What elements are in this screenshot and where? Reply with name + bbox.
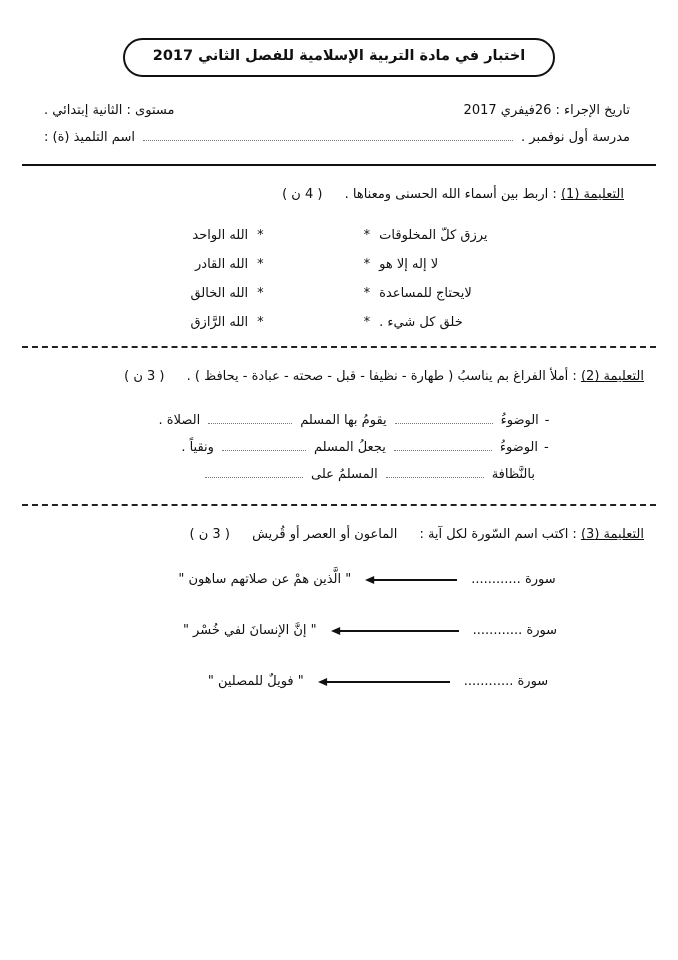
- match-item[interactable]: [364, 257, 488, 272]
- fill-text: الصلاة .: [158, 413, 201, 429]
- section-divider-1: [22, 346, 656, 348]
- exercise-2-points: ( 3 ن ): [124, 369, 165, 385]
- bullet-icon: *: [257, 315, 264, 331]
- exercise-2: [0, 366, 678, 488]
- match-item[interactable]: [190, 228, 263, 243]
- header-divider: [22, 164, 656, 166]
- fill-text: الوضوءُ: [499, 440, 538, 456]
- match-item[interactable]: [190, 257, 263, 272]
- fill-text: الوضوءُ: [500, 413, 539, 429]
- bullet-icon: *: [363, 228, 371, 244]
- bullet-icon: *: [257, 228, 264, 244]
- bullet-icon: *: [257, 286, 264, 302]
- exercise-3-points: ( 3 ن ): [189, 527, 230, 543]
- exercise-1-instruction: [30, 184, 648, 206]
- school-name: مدرسة أول نوفمبر .: [521, 129, 630, 145]
- fill-line: [30, 462, 648, 489]
- verse-text: " فويلٌ للمصلين ": [207, 674, 304, 690]
- match-label: خلق كل شيء .: [379, 315, 463, 331]
- bullet-icon: *: [363, 257, 371, 273]
- matching-area: [30, 228, 648, 330]
- match-label: الله الواحد: [192, 228, 249, 244]
- exercise-3-lead: التعليمة (3): [580, 527, 644, 543]
- student-level: مستوى : الثانية إبتدائي .: [44, 102, 175, 118]
- match-label: الله الخالق: [190, 286, 249, 302]
- arrow-left-icon: [365, 575, 457, 585]
- fill-text: ونقياً .: [181, 440, 214, 456]
- bullet-icon: *: [363, 286, 371, 302]
- match-label: لا إله إلا هو: [379, 257, 439, 273]
- exercise-3-instruction: [30, 524, 648, 546]
- fill-blank-input[interactable]: [205, 476, 303, 478]
- match-item[interactable]: [364, 286, 488, 301]
- section-divider-2: [22, 504, 656, 506]
- header-info: [0, 99, 678, 150]
- header-row-level-date: [44, 99, 630, 124]
- fill-line: [30, 408, 648, 435]
- exam-date: تاريخ الإجراء : 26فيفري 2017: [463, 102, 630, 118]
- header-row-name-school: [44, 126, 630, 151]
- fill-blank-input[interactable]: [386, 476, 484, 478]
- fill-blank-input[interactable]: [222, 449, 306, 451]
- page-title: اختبار في مادة التربية الإسلامية للفصل الثاني 2017: [123, 38, 556, 77]
- verse-text: " الَّذين همْ عن صلاتهم ساهون ": [178, 572, 352, 588]
- match-item[interactable]: [364, 228, 488, 243]
- fill-text: المسلمُ على: [311, 466, 378, 482]
- bullet-icon: *: [257, 257, 264, 273]
- exercise-1: [0, 184, 678, 330]
- exercise-3-choices: الماعون أو العصر أو قُريش: [252, 527, 398, 543]
- fill-text: بالنَّظافة: [491, 466, 535, 482]
- fill-blank-input[interactable]: [394, 449, 492, 451]
- fill-blank-input[interactable]: [208, 422, 292, 424]
- exercise-2-instruction: [30, 366, 648, 388]
- match-label: لايحتاج للمساعدة: [379, 286, 472, 302]
- surah-answer-blank[interactable]: سورة ............: [471, 572, 556, 588]
- student-name-input[interactable]: [143, 139, 513, 141]
- bullet-icon: *: [363, 315, 371, 331]
- surah-match-area: [30, 572, 648, 689]
- verse-row: [30, 572, 648, 587]
- match-item[interactable]: [364, 315, 488, 330]
- exercise-2-lead: التعليمة (2): [580, 369, 644, 385]
- fill-dash: -: [544, 413, 550, 429]
- exercise-1-lead: التعليمة (1): [560, 187, 624, 203]
- surah-answer-blank[interactable]: سورة ............: [472, 623, 558, 639]
- fill-text: يجعلُ المسلم: [313, 440, 386, 456]
- arrow-left-icon: [318, 677, 450, 687]
- matching-right-column: [190, 228, 263, 330]
- fill-line: [30, 435, 648, 462]
- fill-blanks-area: [30, 408, 648, 488]
- verse-row: [30, 623, 648, 638]
- match-item[interactable]: [190, 286, 263, 301]
- student-name-label: اسم التلميذ (ة) :: [44, 129, 135, 145]
- title-area: [0, 0, 678, 77]
- exercise-2-prompt: : أملأ الفراغ بم يناسبُ ( طهارة - نظيفا - قبل - صحته - عبادة - يحافظ ) .: [186, 369, 577, 385]
- fill-blank-input[interactable]: [395, 422, 493, 424]
- match-item[interactable]: [190, 315, 263, 330]
- match-label: الله الرَّازق: [190, 315, 249, 331]
- exercise-3: [0, 524, 678, 689]
- match-label: يرزق كلّ المخلوقات: [379, 228, 488, 244]
- fill-text: يقومُ بها المسلم: [300, 413, 387, 429]
- fill-dash: -: [544, 440, 549, 456]
- arrow-left-icon: [331, 626, 459, 636]
- exercise-1-prompt: : اربط بين أسماء الله الحسنى ومعناها .: [344, 187, 557, 203]
- exercise-3-prompt: : اكتب اسم السّورة لكل آية :: [419, 527, 577, 543]
- exercise-1-points: ( 4 ن ): [282, 187, 323, 203]
- matching-left-column: [364, 228, 488, 330]
- verse-row: [30, 674, 648, 689]
- match-label: الله القادر: [195, 257, 249, 273]
- surah-answer-blank[interactable]: سورة ............: [463, 674, 549, 690]
- verse-text: " إنَّ الإنسانَ لفي خُسْر ": [182, 623, 317, 639]
